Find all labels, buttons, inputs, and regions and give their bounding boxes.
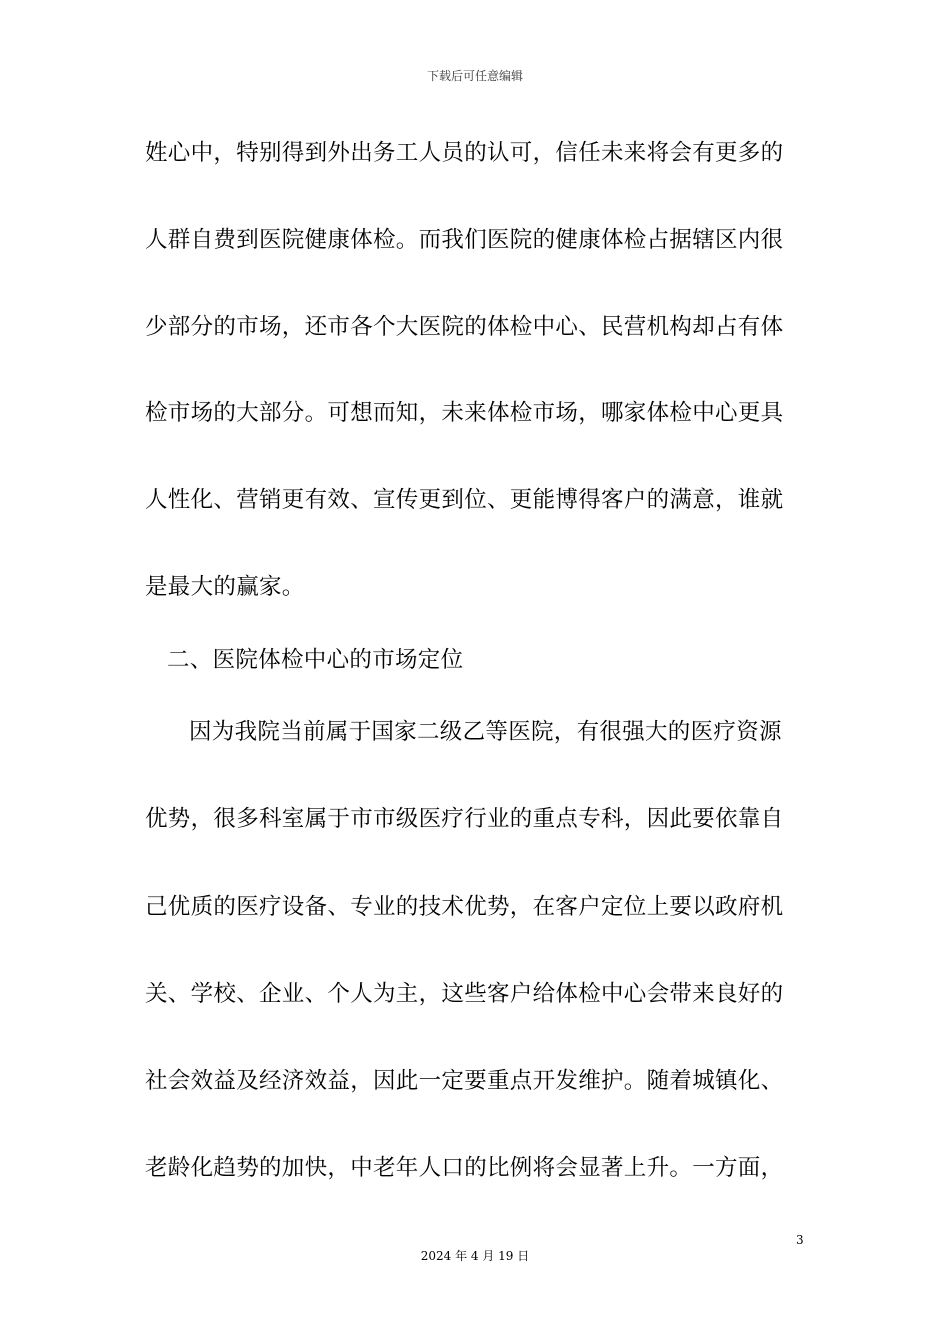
text-line: 老龄化趋势的加快，中老年人口的比例将会显著上升。一方面，: [145, 1155, 784, 1181]
text-line: 关、学校、企业、个人为主，这些客户给体检中心会带来良好的: [145, 981, 784, 1007]
page-footer-date: 2024 年 4 月 19 日: [420, 1249, 530, 1263]
text-line: 姓心中，特别得到外出务工人员的认可，信任未来将会有更多的: [145, 140, 784, 166]
page-header: 下载后可任意编辑: [426, 69, 523, 83]
section-heading: 二、医院体检中心的市场定位: [167, 647, 464, 673]
text-line: 社会效益及经济效益，因此一定要重点开发维护。随着城镇化、: [145, 1068, 784, 1094]
text-line: 人性化、营销更有效、宣传更到位、更能博得客户的满意，谁就: [145, 487, 784, 513]
text-line: 优势，很多科室属于市市级医疗行业的重点专科，因此要依靠自: [145, 806, 784, 832]
text-line: 是最大的赢家。: [145, 574, 305, 600]
text-line: 检市场的大部分。可想而知，未来体检市场，哪家体检中心更具: [145, 400, 784, 426]
text-line: 己优质的医疗设备、专业的技术优势，在客户定位上要以政府机: [145, 894, 784, 920]
text-line: 因为我院当前属于国家二级乙等医院，有很强大的医疗资源: [189, 719, 782, 745]
page-number: 3: [796, 1233, 804, 1247]
text-line: 少部分的市场，还市各个大医院的体检中心、民营机构却占有体: [145, 314, 784, 340]
text-line: 人群自费到医院健康体检。而我们医院的健康体检占据辖区内很: [145, 227, 784, 253]
